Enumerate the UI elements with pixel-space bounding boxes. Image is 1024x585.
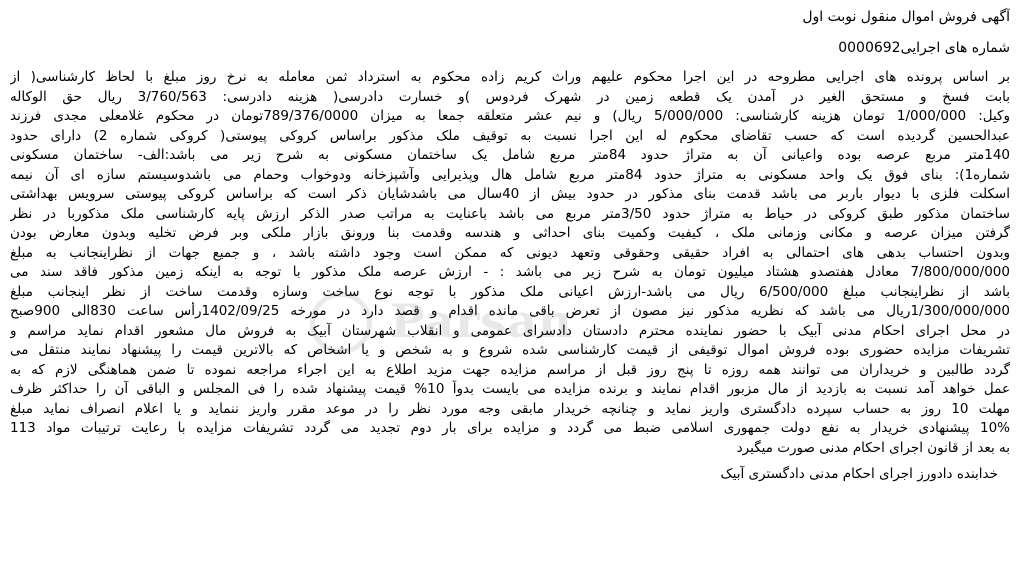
body-line: 7/800/000/000 معادل هفتصدو هشتاد میلیون تومان به شرح زیر می باشد : - ارزش عرصه ملک مذکور با توجه به اینکه زمین مذکور فاقد سند می (10, 264, 1010, 280)
body-line: اسکلت فلزی با دیوار باربر می باشد قدمت بنای مذکور در حدود بیش از 40سال می باشدشایان ذکر است که براساس کروکی پیوستی سرویس بهداشتی (10, 186, 1010, 202)
body-line: عمل خواهد آمد نسبت به بازدید از مال مزبور اقدام نمایند و برنده مزایده می بایست بدواً 10% قیمت پیشنهاد شده را فی المجلس و الباقی آن را حداکثر ظرف (10, 381, 1010, 397)
body-line: تشریفات مزایده حضوری بوده فروش اموال توقیفی از قیمت کارشناسی شده شروع و به شخص و یا اشخاص که بالاترین قیمت را پیشنهاد نمایند منتقل می (10, 342, 1010, 358)
body-line: شماره1): بنای فوق یک واحد مسکونی به متراژ حدود 84متر مربع شامل هال وپذیرایی وآشپزخانه ودوخواب وحمام می باشدوسیستم سازه ای آن نیمه (10, 166, 1010, 183)
body-line: در محل اجرای احکام مدنی آبیک با حضور نماینده محترم دادستان دادسرای عمومی و انقلاب شهرستان آبیک به فروش مال مشعور اقدام نماید مراسم و (10, 322, 1010, 339)
body-line: 10% پیشنهادی خریدار به نفع دولت جمهوری اسلامی ضبط می گردد و مزایده برای بار دوم تجدید می گردد تشریفات مزایده با رعایت ترتیبات مواد 113 (10, 420, 1010, 436)
notice-body (10, 68, 1010, 458)
body-line: ساختمان مذکور طبق کروکی در حیاط به متراژ حدود 3/50متر مربع می باشد باعنایت به مراتب صدر الذکر ارزش پایه کارشناسی ملک مذکوربا در نظر (10, 205, 1010, 222)
body-line: بابت فسخ و مستحق الغیر در آمدن یک قطعه زمین در شهرک فردوس )و خسارت دادرسی( هزینه دادرسی: 3/760/563 ریال حق الوکاله (10, 88, 1010, 105)
body-line: وکیل: 1/000/000 تومان هزینه کارشناسی: 5/000/000 ریال) و نیم عشر متعلقه جمعا به میزان 789/376/0000تومان در محکوم غلامعلی مجدی فرزند (10, 108, 1010, 124)
body-line: 140متر مربع عرصه بوده واعیانی آن به متراژ حدود 84متر مربع شامل یک ساختمان مسکونی به شرح زیر می باشد:الف- ساختمان مسکونی (10, 147, 1010, 163)
body-line: عبدالحسین گردیده است که حسب تقاضای محکوم له این اجرا نسبت به توقیف ملک مذکور براساس کروکی پیوستی( کروکی شماره 2) دارای حدود (10, 127, 1010, 144)
body-line: باشد از نظراینجانب مبلغ 6/500/000 ریال می باشد-ارزش اعیانی ملک مذکور با توجه نوع ساخت وسازه وقدمت ساخت از نظر اینجانب مبلغ (10, 283, 1010, 300)
body-line: به بعد از قانون اجرای احکام مدنی صورت میگیرد (736, 439, 1010, 456)
body-line: 1/300/000/000ریال می باشد که نظریه مذکور نیز مصون از تعرض باقی مانده اقدام و قصد دارد در مورخه 1402/09/25رأس ساعت 830الی 900صبح (10, 303, 1010, 319)
notice-signature: خدابنده دادورز اجرای احکام مدنی دادگستری آبیک (720, 466, 998, 482)
body-line: مهلت 10 روز به حساب سپرده دادگستری واریز نماید و چنانچه خریدار مابقی وجه مورد نظر را در موعد مقرر واریز ننماید و یا اعلام انصراف نماید مبلغ (10, 400, 1010, 417)
body-line: گرفتن میزان عرصه و مکانی وزمانی ملک ، کیفیت وکمیت بنای احداثی و هندسه وقدمت بنا ورونق بازار ملکی وبر فرض تخلیه وبدون معارض بودن (10, 225, 1010, 241)
body-line: گردد طالبین و خریداران می توانند همه روزه تا پنج روز قبل از مراسم مزایده جهت مزید اطلاع به این اجراء مراجعه نموده تا ضمن هماهنگی لازم که به (10, 361, 1010, 378)
watermark-text: Parsan (390, 294, 573, 348)
body-line: بر اساس پرونده های اجرایی مطروحه در این اجرا محکوم علیهم وراث کریم زاده محکوم به استرداد ثمن معامله به نرخ روز مبلغ با لحاظ کارشناسی( از (10, 69, 1010, 85)
body-line: وبدون احتساب بدهی های احتمالی به افراد حقیقی وحقوقی وتعهد دیونی که ممکن است وجود داشته باشد ، و جمیع جهات از نظراینجانب به مبلغ (10, 244, 1010, 261)
notice-title: آگهی فروش اموال منقول نوبت اول (802, 9, 1010, 25)
execution-number: شماره های اجرایی0000692 (838, 40, 1010, 56)
